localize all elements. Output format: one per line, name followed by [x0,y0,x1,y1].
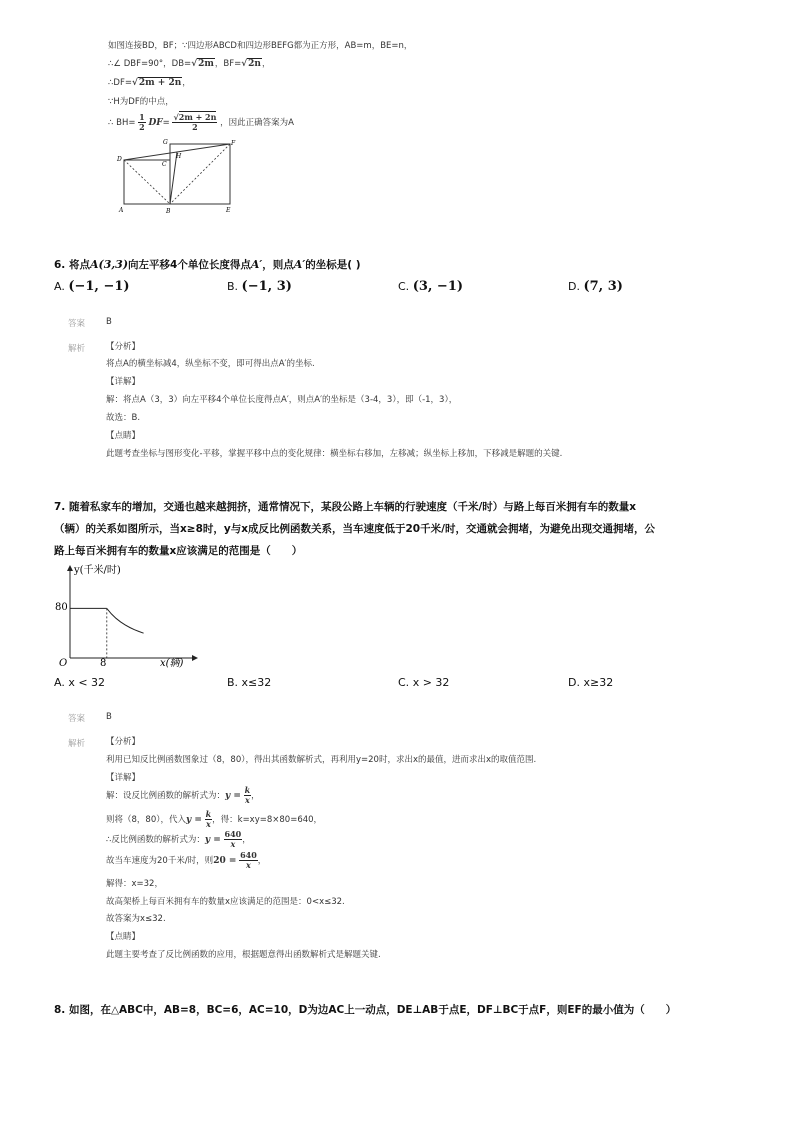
answer-value: B [106,712,112,722]
solution-line: ∴ BH= $\frac{1}{2}$ DF= $\frac{√2m + 2n}{2}$ ，因此正确答案为A [108,112,294,132]
speed-graph [52,560,202,670]
origin-label: O [59,658,68,669]
analysis-line: 利用已知反比例函数图象过（8，80），得出其函数解析式，再利用y=20时，求出x的最值，进而求出x的取值范围. [106,755,537,765]
analysis-line: 故高架桥上每百米拥有车的数量x应该满足的范围是：0<x≤32. [106,897,345,907]
answer-label: 答案 [68,319,86,329]
analysis-line: 将点A的横坐标减4，纵坐标不变，即可得出点A′的坐标. [106,359,315,369]
analysis-line: 【详解】 [106,377,141,387]
label-h: H [176,153,182,160]
analysis-line: 此题考查坐标与图形变化-平移，掌握平移中点的变化规律：横坐标右移加，左移减；纵坐标上移加，下移减是解题的关键. [106,449,563,459]
question-6-stem: 6. 将点A(3,3)向左平移4个单位长度得点A′，则点A′的坐标是( ) [54,258,361,271]
option-b[interactable]: B. (−1, 3) [227,279,292,294]
question-8-stem: 8. 如图，在△ABC中，AB=8，BC=6，AC=10，D为边AC上一动点，DE⊥AB于点E，DF⊥BC于点F，则EF的最小值为（ ） [54,1004,677,1016]
fraction: $\frac{640}{x}$ [240,850,257,870]
label-f: F [231,140,236,147]
fraction: $\frac{1}{2}$ [139,112,145,132]
answer-value: B [106,317,112,327]
analysis-line: 解：设反比例函数的解析式为：y = $\frac{k}{x}$ ， [106,785,260,805]
analysis-line: 故答案为x≤32. [106,914,166,924]
option-d[interactable]: D. x≥32 [568,676,614,689]
label-d: D [117,156,122,163]
label-e: E [226,207,231,214]
option-a[interactable]: A. x < 32 [54,676,106,689]
solution-line: 如图连接BD，BF；∵四边形ABCD和四边形BEFG都为正方形，AB=m，BE=n， [108,41,413,51]
analysis-line: 【点睛】 [106,932,141,942]
sqrt-sign: √ [173,112,179,122]
fraction: $\frac{640}{x}$ [224,829,242,849]
analysis-line: 【分析】 [106,737,141,747]
option-c[interactable]: C. (3, −1) [398,279,464,294]
option-c[interactable]: C. x > 32 [398,676,450,689]
analysis-line: 解得：x=32， [106,879,163,889]
solution-line: ∵H为DF的中点， [108,97,174,107]
y-tick-label: 80 [55,602,68,613]
question-7-stem: 路上每百米拥有车的数量x应该满足的范围是（ ） [54,545,303,557]
analysis-label: 解析 [68,344,86,354]
label-b: B [166,208,171,215]
question-7-stem: 7. 随着私家车的增加，交通也越来越拥挤，通常情况下，某段公路上车辆的行驶速度（千米/时）与路上每百米拥有车的数量x [54,501,637,513]
fraction: $\frac{√2m + 2n}{2}$ [173,112,217,132]
sqrt-sign: √ [131,78,138,88]
y-axis-label: y(千米/时) [74,565,121,576]
label-a: A [119,207,124,214]
label-g: G [163,139,168,146]
analysis-line: 【分析】 [106,342,141,352]
option-d[interactable]: D. (7, 3) [568,279,623,294]
analysis-line: 此题主要考查了反比例函数的应用，根据题意得出函数解析式是解题关键. [106,950,381,960]
geometry-figure [112,136,242,216]
answer-label: 答案 [68,714,86,724]
analysis-line: 故当车速度为20千米/时，则20 = $\frac{640}{x}$ ， [106,850,267,870]
fraction: $\frac{k}{x}$ [244,785,251,805]
option-a[interactable]: A. (−1, −1) [54,279,130,294]
solution-line: ∴DF=√2m + 2n， [108,78,191,88]
solution-line: ∴∠ DBF=90°，DB=√2m，BF=√2n， [108,59,271,69]
sqrt-sign: √ [191,59,198,69]
analysis-line: 则将（8，80），代入y = $\frac{k}{x}$ ，得：k=xy=8×80=640， [106,809,323,829]
fraction: $\frac{k}{x}$ [205,809,212,829]
analysis-label: 解析 [68,739,86,749]
question-7-stem: （辆）的关系如图所示，当x≥8时，y与x成反比例函数关系，当车速度低于20千米/时，交通就会拥堵，为避免出现交通拥堵，公 [54,523,655,535]
analysis-line: 【详解】 [106,773,141,783]
analysis-line: ∴反比例函数的解析式为：y = $\frac{640}{x}$ ， [106,829,251,849]
x-tick-label: 8 [100,658,107,669]
label-c: C [162,161,167,168]
x-axis-label: x(辆) [160,658,184,669]
analysis-line: 解：将点A（3，3）向左平移4个单位长度得点A′，则点A′的坐标是（3-4，3），即（-1，3）， [106,395,458,405]
analysis-line: 故选：B. [106,413,141,423]
analysis-line: 【点睛】 [106,431,141,441]
curve-layer [70,608,144,658]
option-b[interactable]: B. x≤32 [227,676,272,689]
sqrt-sign: √ [241,59,248,69]
inverse-curve [107,608,144,633]
